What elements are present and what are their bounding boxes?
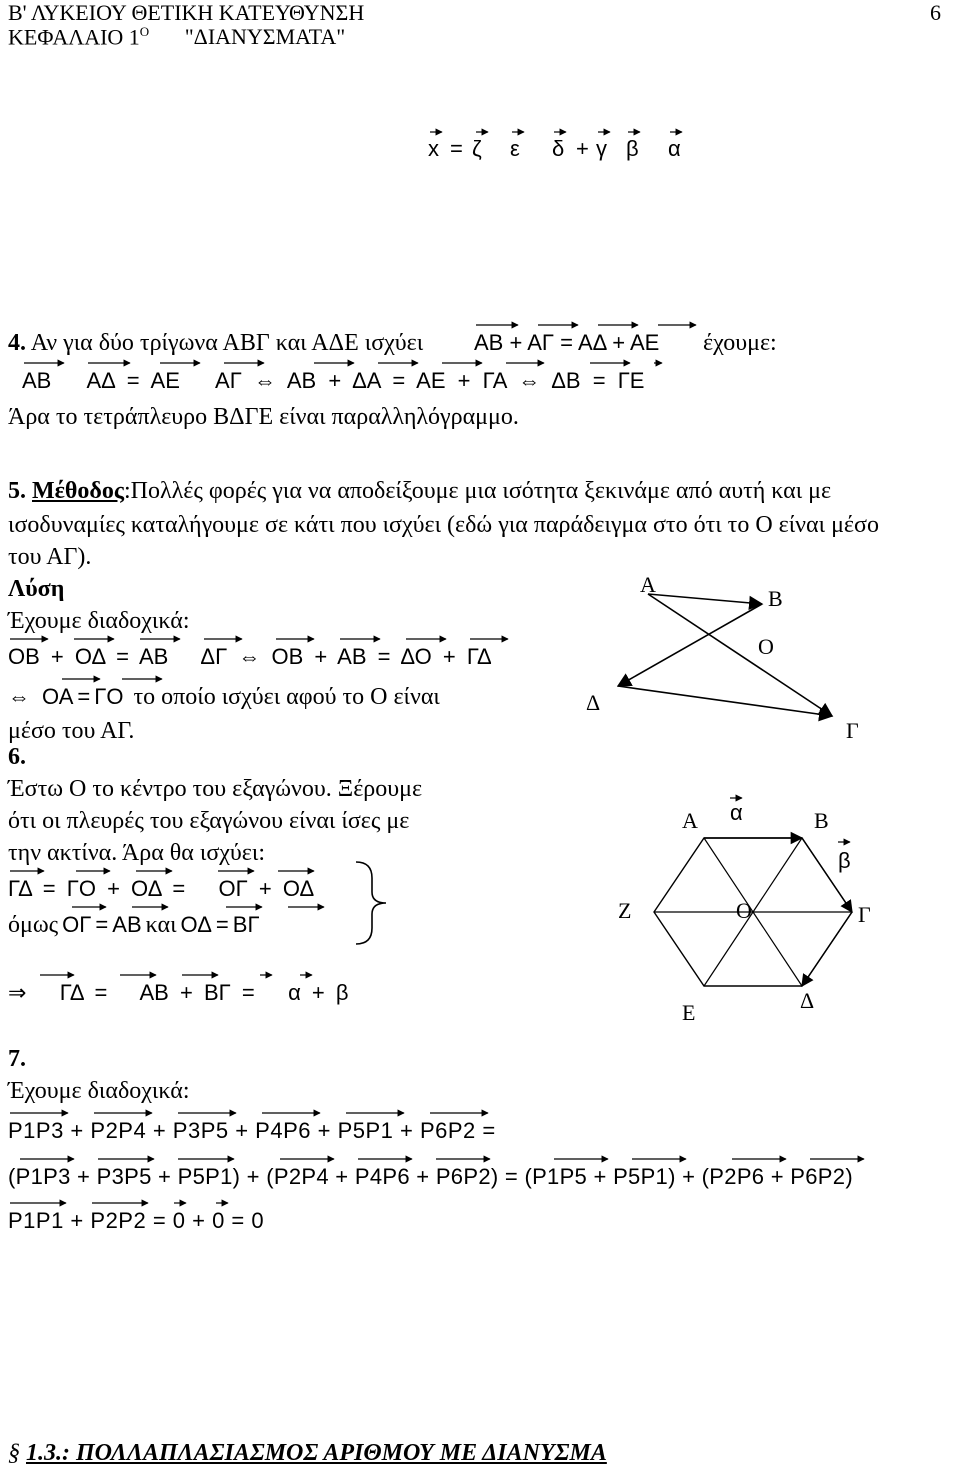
sec4-line1-tail: έχουμε: xyxy=(703,330,777,356)
sec5-intro: Έχουμε διαδοχικά: xyxy=(8,608,190,634)
vec: ΓΔ xyxy=(59,980,84,1005)
label-o: Ο xyxy=(758,634,774,659)
sec4-line1 xyxy=(8,330,423,357)
sec6-eq2 xyxy=(8,912,260,939)
vec: ΟΓ xyxy=(62,912,92,937)
page-number: 6 xyxy=(930,0,941,25)
footer-heading: 1.3.: ΠΟΛΛΑΠΛΑΣΙΑΣΜΟΣ ΑΡΙΘΜΟΥ ΜΕ ΔΙΑΝΥΣΜΑ xyxy=(26,1440,607,1466)
sec4-line1-arrows xyxy=(474,318,704,332)
header-chapter-title: "ΔΙΑΝΥΣΜΑΤΑ" xyxy=(184,24,346,50)
sec5-eq1-arrows xyxy=(8,632,508,646)
vec: ΑΕ xyxy=(416,368,446,393)
vec: ΑΔ xyxy=(577,330,607,355)
hex-label-o: Ο xyxy=(736,898,752,923)
vec: ΑΔ xyxy=(86,368,115,393)
vec: ΟΒ xyxy=(8,644,40,669)
eq-top-arrows xyxy=(428,124,688,140)
vec: ΑΒ xyxy=(337,644,367,669)
sec5-line1 xyxy=(8,478,831,505)
hex-label-g: Γ xyxy=(858,902,871,927)
vec: ΓΕ xyxy=(617,368,645,393)
sec6-eq3-arrows xyxy=(8,968,328,982)
vec: ΔΒ xyxy=(551,368,581,393)
op: = xyxy=(126,368,140,393)
sec7-eq1: P1P3 + P2P4 + P3P5 + P4P6 + P5P1 + P6P2 = xyxy=(8,1118,496,1143)
eq-top-token: ζ xyxy=(472,136,482,161)
vec: ΟΑ xyxy=(42,684,74,709)
sec4-line2-eq xyxy=(22,368,644,394)
op: + xyxy=(50,644,64,669)
sec7-eq3-arrows xyxy=(8,1196,308,1210)
op: + xyxy=(258,876,272,901)
sec6-number: 6. xyxy=(8,744,26,770)
eq-top-token: x xyxy=(428,136,439,161)
sec5-line3: του ΑΓ). xyxy=(8,544,92,570)
op: = xyxy=(215,912,229,937)
sec7-eq2-arrows xyxy=(8,1152,908,1166)
implies-icon: ⇒ xyxy=(8,980,27,1005)
vec: ΟΔ xyxy=(131,876,162,901)
sec6-eq2-prefix: όμως xyxy=(8,912,59,938)
op: = xyxy=(392,368,406,393)
op: ⇔ xyxy=(8,684,30,709)
op: = xyxy=(116,644,130,669)
footer-heading-row xyxy=(8,1440,607,1467)
op: = xyxy=(377,644,391,669)
sec6-hexagon-diagram xyxy=(600,790,900,1030)
vec: ΓΟ xyxy=(66,876,96,901)
vec: ΓΔ xyxy=(466,644,492,669)
hex-label-d: Δ xyxy=(800,988,815,1013)
sec6-eq2-arrows xyxy=(8,900,338,914)
sec5-eq2-text: το οποίο ισχύει αφού το Ο είναι xyxy=(133,684,440,710)
vec: ΔΑ xyxy=(352,368,381,393)
eq-top-token: γ xyxy=(596,136,607,161)
sec6-eq3 xyxy=(8,980,349,1006)
vec: ΟΔ xyxy=(282,876,315,901)
sec7-eq3: P1P1 + P2P2 = 0 + 0 = 0 xyxy=(8,1208,265,1233)
sec7-eq1-arrows xyxy=(8,1106,508,1120)
eq-top-token: ε xyxy=(510,136,520,161)
header-chapter-prefix: ΚΕΦΑΛΑΙΟ 1 xyxy=(8,24,140,50)
sec4-line1-eq xyxy=(474,330,659,356)
vec: ΟΔ xyxy=(74,644,106,669)
op: + xyxy=(311,980,325,1005)
hex-label-z: Ζ xyxy=(618,898,632,923)
vec: ΑΕ xyxy=(150,368,180,393)
sec5-diagram xyxy=(586,570,880,750)
sec7-number: 7. xyxy=(8,1046,26,1072)
hex-label-a: Α xyxy=(682,808,698,833)
vec: ΓΟ xyxy=(94,684,124,709)
vec: ΑΒ xyxy=(286,368,317,393)
op: + xyxy=(457,368,471,393)
op: + xyxy=(612,330,626,355)
sec7-intro: Έχουμε διαδοχικά: xyxy=(8,1078,190,1104)
vec: α xyxy=(288,980,301,1005)
vec: ΔΟ xyxy=(400,644,432,669)
vec: ΓΑ xyxy=(482,368,507,393)
vec: ΑΒ xyxy=(139,980,169,1005)
eq-top-token: β xyxy=(626,136,639,161)
sec4-line2-arrows xyxy=(22,356,662,370)
vec: ΟΔ xyxy=(180,912,212,937)
sec5-solution-label: Λύση xyxy=(8,576,65,602)
sec5-line2: ισοδυναμίες καταλήγουμε σε κάτι που ισχύει (εδώ για παράδειγμα στο ότι το Ο είναι μέσο xyxy=(8,512,879,538)
op: ⇔ xyxy=(253,368,276,393)
op: + xyxy=(328,368,342,393)
sec4-line1-text: Αν για δύο τρίγωνα ΑΒΓ και ΑΔΕ ισχύει xyxy=(30,330,424,356)
op: = xyxy=(95,912,109,937)
vec: ΑΒ xyxy=(138,644,169,669)
sec5-eq1 xyxy=(8,644,492,670)
op: = xyxy=(560,330,574,355)
eq-top-token: + xyxy=(576,136,589,161)
op: + xyxy=(314,644,328,669)
sec6-line2: ότι οι πλευρές του εξαγώνου είναι ίσες με xyxy=(8,808,410,834)
vec: ΑΕ xyxy=(629,330,660,355)
sec6-eq1 xyxy=(8,876,314,902)
hex-label-e: Ε xyxy=(682,1000,696,1025)
label-b: Β xyxy=(768,586,783,611)
op: = xyxy=(172,876,186,901)
sec6-eq1-arrows xyxy=(8,864,318,878)
sec6-eq2-and: και xyxy=(145,912,177,938)
sec5-method-label: Μέθοδος xyxy=(32,478,125,504)
op: ⇔ xyxy=(518,368,541,393)
hex-label-beta: β xyxy=(838,848,851,873)
op: = xyxy=(42,876,56,901)
op: = xyxy=(77,684,91,709)
section-bullet-icon: § xyxy=(8,1440,20,1466)
op: = xyxy=(94,980,108,1005)
op: + xyxy=(442,644,456,669)
vec: ΓΔ xyxy=(8,876,32,901)
sec4-line3: Άρα το τετράπλευρο ΒΔΓΕ είναι παραλληλόγραμμο. xyxy=(8,404,519,430)
op: = xyxy=(241,980,255,1005)
vec: ΑΒ xyxy=(112,912,142,937)
sec5-number: 5. xyxy=(8,478,26,504)
op: + xyxy=(509,330,523,355)
hex-label-b: Β xyxy=(814,808,829,833)
sec6-line1: Έστω Ο το κέντρο του εξαγώνου. Ξέρουμε xyxy=(8,776,423,802)
label-d: Δ xyxy=(586,690,601,715)
vec: ΟΓ xyxy=(218,876,248,901)
header-course: Β' ΛΥΚΕΙΟΥ ΘΕΤΙΚΗ ΚΑΤΕΥΘΥΝΣΗ xyxy=(8,0,365,25)
right-brace-icon xyxy=(352,860,392,946)
label-a: Α xyxy=(640,572,656,597)
eq-top-token: δ xyxy=(552,136,565,161)
op: + xyxy=(179,980,193,1005)
eq-top-token: = xyxy=(450,136,463,161)
header-chapter-sup: Ο xyxy=(139,24,150,39)
sec4-number: 4. xyxy=(8,330,26,356)
vec: ΑΒ xyxy=(474,330,504,355)
sec5-eq2 xyxy=(8,684,440,711)
vec: ΟΒ xyxy=(271,644,304,669)
vec: β xyxy=(335,980,349,1005)
vec: ΑΓ xyxy=(527,330,555,355)
vec: ΔΓ xyxy=(200,644,228,669)
op: = xyxy=(592,368,606,393)
label-g: Γ xyxy=(846,718,859,743)
header-chapter xyxy=(8,24,345,50)
op: + xyxy=(107,876,120,901)
hex-label-alpha: α xyxy=(730,800,743,825)
eq-top-token: α xyxy=(668,136,681,161)
sec7-eq2: (P1P3 + P3P5 + P5P1) + (P2P4 + P4P6 + P6P2) = (P1P5 + P5P1) + (P2P6 + P6P2) xyxy=(8,1164,853,1189)
op: ⇔ xyxy=(238,644,261,669)
vec: ΑΒ xyxy=(22,368,52,393)
sec5-eq3-text: μέσο του ΑΓ. xyxy=(8,718,135,744)
sec6-line3: την ακτίνα. Άρα θα ισχύει: xyxy=(8,840,266,866)
vec: ΒΓ xyxy=(203,980,231,1005)
sec5-line1-rest: :Πολλές φορές για να αποδείξουμε μια ισότητα ξεκινάμε από αυτή και με xyxy=(124,478,832,504)
vec: ΑΓ xyxy=(215,368,242,393)
vec: ΒΓ xyxy=(232,912,260,937)
sec5-eq2-arrows xyxy=(60,672,180,686)
